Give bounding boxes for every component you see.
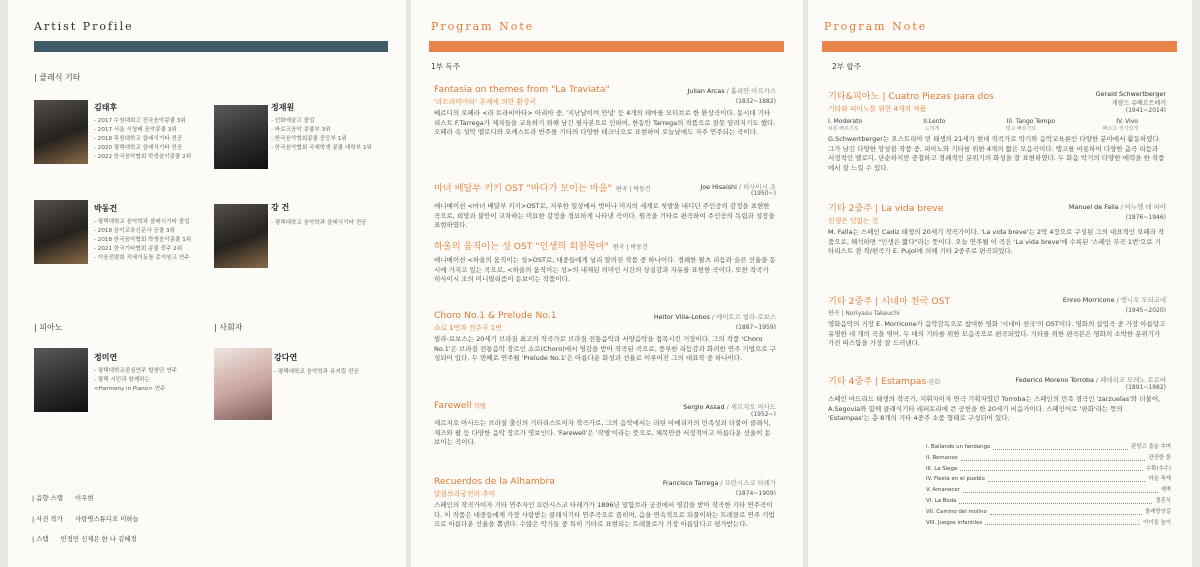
piece-note [828,293,1166,349]
performer-photo [34,100,88,164]
piece-note [434,476,776,530]
piece-description: 스페인 마드리드 태생의 작곡가, 지휘자이자 연극 기획자였던 Torroba는 스페인의 민족 경극인 'zarzuelas'와 더불어, A.Segovia와 함께 클래식기타 레퍼토리에 큰 공헌을 한 20세기 비음가이다. 스페인어로 '판화'라는 뜻의 'Estampas'는 총 8개의 기타 4중주 소품 형태로 구성되어 있다. [828,395,1161,423]
performer-bio: - 선화예술고 졸업 - 바로크음악 콩쿨부 3위 - 한국음악협회콩쿨 중등부 1위 - 한국음악협회 국제학생 콩쿨 대학부 1위 [271,118,372,151]
performer-photo [214,105,268,169]
performer-name: 박동건 [94,204,118,213]
composer-years: (1887~1959) [735,324,776,331]
piece-subtitle: 기타와 피아노를 위한 4개의 작품 [828,105,927,113]
piece-title: 기타&피아노 | Cuatro Piezas para dos [828,91,994,102]
performer-name: 정재원 [271,103,295,112]
composer-years: (1945~2020) [1125,307,1166,314]
page-title: Program Note [824,20,928,33]
list-item: IV. Fiesta en el pueblo 마을 축제 [926,476,1171,483]
piece-note [828,88,1166,173]
performer-photo [34,348,88,412]
credit-staff: | 스탭 민정민 신제은 한 나 김혜경 [32,535,137,543]
composer: Federico Moreno Torroba / 페데리코 모레노 토로바 [1015,376,1166,384]
composer-years: (1832~1882) [735,98,776,105]
piece-description: G.Schwertberger는 오스트리아 빈 태생의 21세기 현대 작곡가로 악기와 음악교육론인 다양한 분야에서 활동하였다. 그가 남긴 다양한 앙상블 작품 중, 피아노와 기타를 위한 4개의 짧은 모음곡이다. 탱고를 비롯하여 다양한 춤곡 리듬과 서정적인 멜로디, 단순하지만 중첩하고 경쾌적인 분위기의 화성을 잘 표현하였다. 두 화음 악기의 다양한 매력을 한 작품에서 잘 느낄 수 있다. [828,135,1165,172]
piece-subtitle: 알함브라궁전의 추억 [434,490,496,498]
composer: Sergio Assad / 세르지오 아사드 [683,403,776,411]
arranger: 편곡 | Noriyasu Takeuchi [828,310,900,317]
piece-title: 기타 2중주 | 시네마 천국 OST [828,296,951,307]
piece-description: 세르지오 아사드는 브라질 출신의 기타리스트이자 작곡가로, 그의 음악에서는 라틴 아메리카의 민족성과 더불어 클래식, 재즈와 팝 등 다양한 음악 장르가 엿보인다. 'Farewell'은 '작별'이라는 뜻으로, 체목만큼 서정적이고 아름다운 선율이 돋보이는 곡이다. [434,419,771,447]
piece-note [434,310,776,364]
piece-description: 애니메이션 <하울의 움직이는 성>OST로, 대중들에게 널리 알려진 작품 중 하나이다. 경쾌한 왈츠 리듬과 슬픈 선율을 동시에 가지고 있는 곡으로, <하울의 움직이는 성>의 내재된 의미인 시간의 상실감과 자유를 표현한 곡이다. 또한 작곡가 히사이시 조의 미니멀리즘이 돋보이는 작품이다. [434,256,776,284]
piece-subtitle: 쇼로 1번과 전주곡 1번 [434,324,502,332]
list-item: III. La Siega 수확(추수) [926,465,1171,472]
performer-bio: - 평택대학교 음악학과 클래식기타 졸업 - 2018 음악교육신문사 공쿨 3위 - 2018 한국음악협회 학생음악콩쿨 1위 - 2021 한국기타협회 콩쿨 중주 2위 - 이음전람회 직세이동를 총지원고 연주 [94,219,192,261]
list-item: I. Bailando un fandango 판당고 춤을 추며 [926,444,1171,450]
section-part2: 2부 합주 [832,62,861,71]
list-item: VII. Camino del molino 물레방앗길 [926,508,1171,515]
piece-title: 하울의 움직이는 성 OST "인생의 회전목마" 편곡 | 박동건 [434,241,648,252]
piece-title: 기타 4중주 | Estampas 판화 [828,376,941,387]
list-item: II. Remanso 잔잔한 물 [926,454,1171,461]
piece-note [434,84,776,138]
piece-description: 베르디의 오페라 <라 트라비아타> 아리아 중, '지난날이여 안녕' 등 4개의 테마를 모티브로 한 환상곡이다. 동시대 기타리스트 F.Tarrega가 제자들을 교육하기 위해 남긴 필사본으로 인하여, 한동안 Tarrega의 작품으로 잘못 알려지기도 했다. 오페라 속 성악 멜로디와 오케스트라 반주를 기타의 다양한 테크닉으로 표현하여 오늘날에도 자주 연주되는 곡이다. [434,109,776,137]
piece-description: M. Falla는 스페인 Cadiz 태생의 20세기 작곡가이다. 'La vida breve'는 2막 4장으로 구성된 그의 대표적인 오페라 작품으로, 해석하면 "인생은 짧다"라는 뜻이다. 오늘 연주될 이 곡은 'La vida breve'에 수록된 '스페인 무곡 1번'으로 기타리스트 겸 작/편곡가 E. Pujol에 의해 기타 2중주로 편곡되었다. [828,228,1165,256]
performer-bio: - 평택대학교중심연주 합창단 연주 - 평택 시민과 함께하는 <Harmony in Piano> 연주 [94,368,178,392]
performer-name: 강 건 [271,203,290,212]
program-note-page-2 [808,0,1192,567]
section-mc: | 사회자 [214,323,243,332]
piece-description: 스페인의 작곡가이자 기타 연주자인 프란시스코 타레가가 1896년 알함브라 궁전에서 영감을 받아 작곡한 기타 연주곡이다. 이 작품은 대중들에게 가장 사랑받는 클래식기타 연주곡으로 꼽히며, 음을 연속적으로 되풀이하는 트레몰로 연주 기법으로 아름다운 선율을 뽑낸다. 수많은 악기들 중 특히 기타로 표현되는 트레몰로가 가장 아름답다고 평가받는다. [434,501,775,529]
section-part1: 1부 독주 [431,62,460,71]
performer-photo [34,200,88,264]
performer-bio: - 2017 수원대회고 전국음악콩쿨 3위 - 2017 서울 시청배 음악콩쿨 3위 - 2018 목원대학교 클래식기타 전공 - 2020 평택대학교 클래식기타 전공 - 2022 한국음악협회 학생음악콩쿨 2위 [94,118,192,160]
composer-years: (1876~1946) [1125,214,1166,221]
piece-title: Fantasia on themes from "La Traviata" [434,84,610,95]
performer-name: 김태후 [94,103,118,112]
composer-years: (1891~1982) [1125,384,1166,391]
title-bar [429,41,784,52]
list-item: V. Amanecer 새벽 [926,487,1171,494]
composer: Francisco Tarrega / 프란시스코 타레가 [662,479,776,487]
piece-title: 마녀 배달부 키키 OST "바다가 보이는 마을" 편곡 | 박동건 [434,183,651,194]
section-guitar: | 클래식 기타 [34,73,81,82]
performer-bio: - 평택대학교 음악학과 뮤지컬 전공 [274,369,359,375]
piece-title: Recuerdos de la Alhambra [434,476,555,487]
performer-bio: - 평택대학교 음악학과 클래식기타 전공 [271,220,367,226]
performer-name: 정미연 [94,353,118,362]
piece-title: Farewell 작별 [434,400,486,411]
movement-list: I. Moderato II.Lento III. Tango Tempo IV. Vivo [828,118,1138,125]
page-title: Artist Profile [34,20,134,33]
composer-years: (1950~) [751,190,776,197]
piece-title: Choro No.1 & Prelude No.1 [434,310,557,321]
credit-photo: | 사진 작가 사랑병스튜디오 이하늘 [32,515,139,523]
composer: Julian Arcas / 훌리안 아르카스 [687,87,776,95]
piece-note [434,238,776,285]
piece-note [434,400,776,448]
composer: Gerald Schwertberger [1095,90,1166,98]
composer-years: (1941~2014) [1125,107,1166,114]
section-piano: | 피아노 [34,323,63,332]
composer: Manuel de Falla / 마누엘 데 파야 [1068,203,1166,211]
title-bar [822,41,1177,52]
movement-list-kr: 보통 빠르기로 느리게 탱고 빠르기로 빠르고 생기있게 [828,126,1138,132]
piece-note [434,180,776,231]
piece-note [828,200,1166,257]
list-item: VI. La Boda 결혼식 [926,497,1171,504]
composer-years: (1874~1909) [735,490,776,497]
piece-description: 영화음악의 거장 E. Morricone가 음악감독으로 참여한 영화 '시네마 천국'의 OST이다. 영화의 삽입곡 중 가장 아름답고 유명한 네 개의 곡을 엮어, 두 대의 기타를 위한 모음곡으로 편곡되었다. 기타를 위한 편곡본은 영화의 소박한 분위기가 가진 따스함을 가장 잘 드러낸다. [828,320,1166,348]
piece-subtitle: 인생은 덧없는 것 [828,217,879,225]
artist-profile-page [8,0,406,567]
title-bar [34,41,388,52]
piece-note [828,373,1166,424]
estampas-movement-list [926,442,1171,528]
piece-description: 애니메이션 <마녀 배달부 키키>OST로, 지루한 일상에서 벗어나 미지의 세계로 첫발을 내디딘 주인공의 감정을 표현한 곡으로, 희망과 불안이 교차하는 미묘한 감정을 경묘하게 나타낸 곡이다. 원곡을 기타로 편곡하여 주인공의 독립과 성장을 표현하였다. [434,202,775,230]
piece-description: 빌라-로보스는 20세기 브라질 최고의 작곡가로 브라질 전통음악과 서양음악을 접목시킨 거장이다. 그의 작품 'Choro No.1'은 브라질 전통음악 장르인 쇼로(Choro)에서 영감을 받아 작곡된 곡으로, 풍부한 리듬감과 화려한 연주 기법으로 구성되어 있다. 두 번째로 연주될 'Prelude No.1'은 아름다운 화성과 선율로 이루어진 그의 대표작 중 하나이다. [434,335,776,363]
composer-kr: 게랄드 슈베르트베거 [1111,100,1166,107]
composer: Ennio Morricone / 엔니오 모리코네 [1062,296,1166,304]
composer: Heitor Villa-Lobos / 에이토르 빌라-로보스 [653,313,776,321]
performer-name: 강다연 [274,353,298,362]
composer: Joe Hisaishi / 히사이시 조 [700,183,776,191]
page-title: Program Note [431,20,535,33]
performer-photo [214,204,268,268]
list-item: VIII. Juegos infantiles 아이들 놀이 [926,519,1171,526]
performer-photo [214,348,272,420]
credit-sound: | 음향 스탭 이우현 [32,494,94,502]
program-note-page-1 [411,0,803,567]
piece-subtitle: '라트라비아타' 주제에 의한 환상곡 [434,98,537,106]
piece-title: 기타 2중주 | La vida breve [828,203,944,214]
composer-years: (1952~) [751,411,776,418]
